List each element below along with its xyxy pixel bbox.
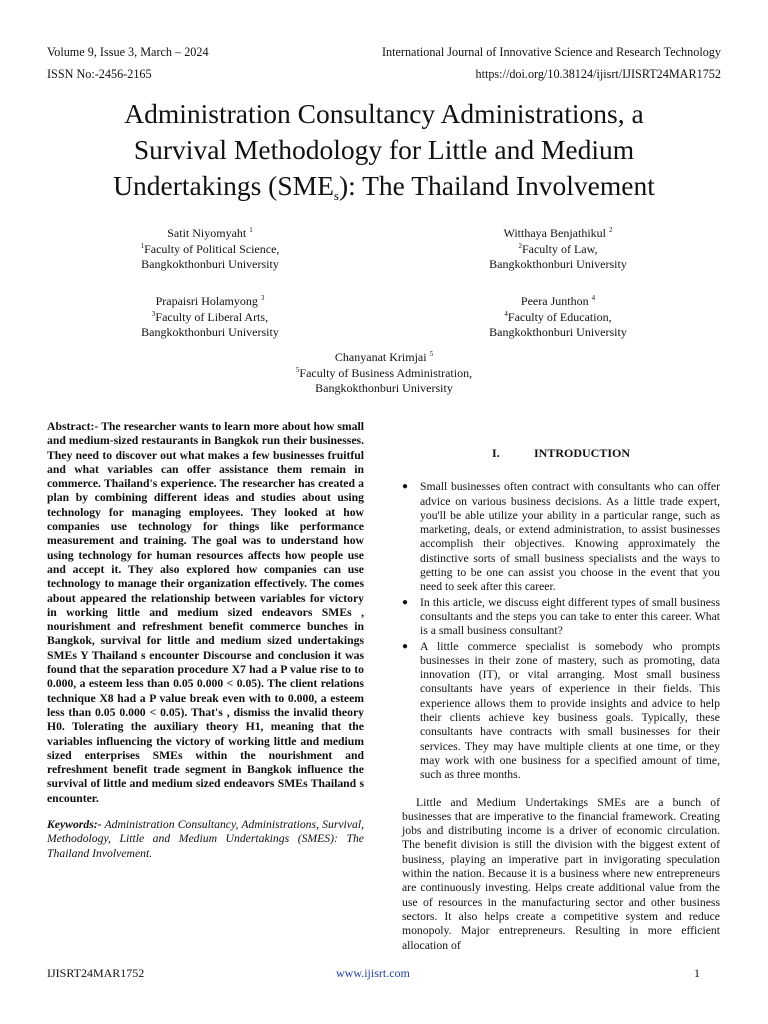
issn: ISSN No:-2456-2165 bbox=[47, 67, 152, 81]
author-university: Bangkokthonburi University bbox=[141, 325, 279, 339]
author-university: Bangkokthonburi University bbox=[141, 257, 279, 271]
footer-paper-id: IJISRT24MAR1752 bbox=[47, 966, 145, 980]
abstract: Abstract:- The researcher wants to learn more about how small and medium-sized restaurants in Bangkok run their businesses. They need to discover out what makes a few businesses fruitful and what variables can offer assistance them remain in commerce. Thailand's experience. The researcher has created a plan by combining different ideas and studies about using technology for managing employees. They looked at how companies use technology for things like performance measurement and training. The goal was to understand how using technology for human resources affects how people use and accept it. They also explored how companies can use technology to manage their organization effectively. The comes about appeared the relationship between variables for victory in working little and medium sized endeavors SMEs , nourishment and refreshment benefit commerce bunches in Bangkok, survival for little and medium sized undertakings SMEs Y Thailand s encounter Discourse and conclusion it was found that the separation procedure X7 had a P value rise to to 0.000, a esteem less than 0.05 0.000 < 0.05). The client relations technique X8 had a P value break even with to 0.000, a esteem less than 0.05 0.000 < 0.05). That's , dismiss the invalid theory H0. Tolerating the auxiliary theory H1, meaning that the variables influencing the victory of working little and medium sized enterprises SMEs within the nourishment and refreshment benefit trade segment in Bangkok influence the survival of little and medium sized endeavors SMEs Thailand s encounter. bbox=[47, 420, 364, 805]
author-name: Prapaisri Holamyong $^3$ bbox=[155, 294, 265, 308]
list-item: ● Small businesses often contract with consultants who can offer advice on various business decisions. As a little trade expert, you'll be able utilize your ability in a particular range, such as marketing, deals, or extend administration, to assist businesses accomplish their objectives. Knowing approximately the distinctive sorts of small business specialists and the ways to getting to be one can assist you choose in the event that you need to seek after this career. bbox=[402, 480, 720, 594]
author-name: Peera Junthon $^4$ bbox=[520, 294, 596, 308]
intro-bullet-list bbox=[402, 480, 720, 782]
title-line-2: Survival Methodology for Little and Medium bbox=[133, 134, 635, 165]
author-affiliation: $^4$Faculty of Education, bbox=[504, 309, 612, 324]
author-block-5 bbox=[264, 350, 504, 397]
section-title: INTRODUCTION bbox=[533, 446, 630, 460]
title-line-3: Undertakings $(SME_s)$: The Thailand Involvement bbox=[113, 170, 655, 203]
author-university: Bangkokthonburi University bbox=[489, 325, 627, 339]
author-block-2 bbox=[468, 226, 648, 273]
keywords-label: Keywords:- bbox=[47, 818, 102, 832]
bullet-icon: ● bbox=[402, 481, 409, 493]
author-name: Witthaya Benjathikul $^2$ bbox=[503, 226, 613, 240]
bullet-icon: ● bbox=[402, 596, 409, 608]
author-block-4 bbox=[468, 294, 648, 341]
left-column bbox=[47, 420, 364, 861]
author-affiliation: $^2$Faculty of Law, bbox=[518, 241, 598, 256]
section-heading-introduction bbox=[402, 446, 720, 460]
bullet-icon: ● bbox=[402, 640, 409, 652]
doi-link[interactable]: https://doi.org/10.38124/ijisrt/IJISRT24MAR1752 bbox=[475, 67, 721, 81]
right-column bbox=[402, 446, 720, 953]
intro-paragraph: Little and Medium Undertakings SMEs are a bunch of businesses that are imperative to the financial framework. Creating jobs and distributing income is a driver of economic circulation. The benefit division is still the division with the biggest extent of business, playing an imperative part in invigorating speculation within the nation. Because it is a business where new entrepreneurs are continuously investing. Helps create additional value from the use of resources in the manufacturing sector and other business sectors. It also helps create a competitive system and reduce monopoly. Major entrepreneurs. Resulting in more efficient allocation of bbox=[402, 795, 720, 952]
volume-issue: Volume 9, Issue 3, March – 2024 bbox=[47, 45, 209, 59]
author-affiliation: $^1$Faculty of Political Science, bbox=[140, 241, 280, 256]
author-block-1 bbox=[120, 226, 300, 273]
author-affiliation: $^5$Faculty of Business Administration, bbox=[295, 365, 473, 380]
journal-name: International Journal of Innovative Science and Research Technology bbox=[381, 45, 721, 59]
footer-website-link[interactable]: www.ijisrt.com bbox=[336, 966, 410, 980]
page-number: 1 bbox=[694, 966, 700, 980]
author-name: Chanyanat Krimjai $^5$ bbox=[334, 350, 434, 364]
paper-title bbox=[40, 96, 728, 204]
section-number: I. bbox=[491, 446, 500, 460]
title-line-1: Administration Consultancy Administrations, a bbox=[124, 98, 644, 129]
author-affiliation: $^3$Faculty of Liberal Arts, bbox=[151, 309, 269, 324]
author-block-3 bbox=[120, 294, 300, 341]
keywords bbox=[47, 818, 364, 861]
author-university: Bangkokthonburi University bbox=[489, 257, 627, 271]
list-item: ● A little commerce specialist is somebody who prompts businesses in their zone of mastery, such as promoting, data innovation (IT), or vital arranging. Most small business consultants have years of experience in their fields. This experience allows them to provide insights and advice to help their clients achieve key business goals. Typically, these consultants have contracts with small businesses for their services. They may have multiple clients at one time, or they may work with one business for a specified amount of time, such as three months. bbox=[402, 639, 720, 782]
author-university: Bangkokthonburi University bbox=[315, 381, 453, 395]
author-name: Satit Niyomyaht $^1$ bbox=[167, 226, 253, 240]
keywords-text: Administration Consultancy, Administrations, Survival, Methodology, Little and Medium Undertakings (SMES): The Thailand Involvement. bbox=[47, 818, 364, 860]
list-item: ● In this article, we discuss eight different types of small business consultants and the steps you can take to enter this career. What is a small business consultant? bbox=[402, 595, 720, 638]
